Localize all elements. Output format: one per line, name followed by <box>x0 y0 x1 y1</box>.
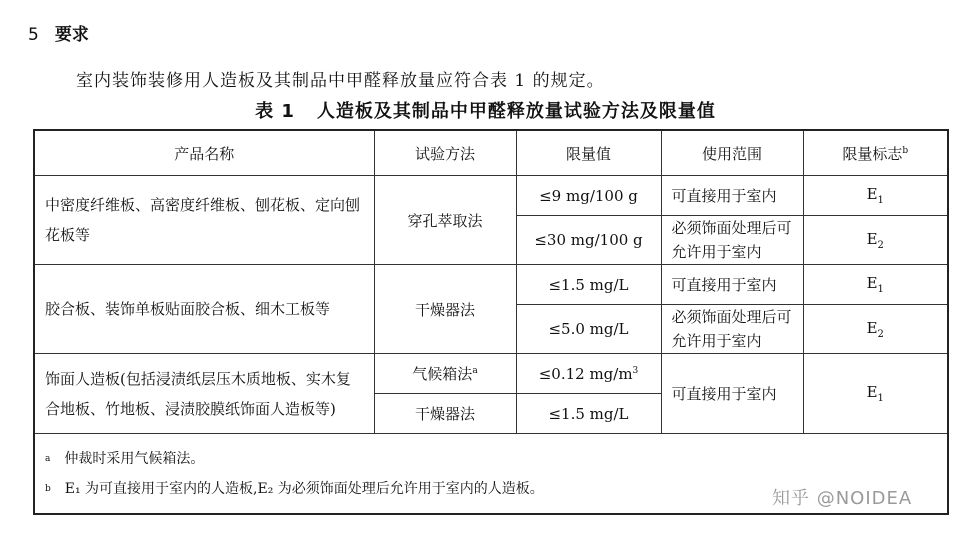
product-name-cell: 饰面人造板(包括浸渍纸层压木质地板、实木复合地板、竹地板、浸渍胶膜纸饰面人造板等) <box>34 354 374 434</box>
limit-cell: ≤1.5 mg/L <box>516 265 661 305</box>
method-cell <box>374 354 516 394</box>
label-cell <box>803 216 948 265</box>
label-letter: E <box>866 318 878 337</box>
product-name-cell: 中密度纤维板、高密度纤维板、刨花板、定向刨花板等 <box>34 176 374 265</box>
intro-paragraph: 室内装饰装修用人造板及其制品中甲醛释放量应符合表 1 的规定。 <box>76 71 605 91</box>
product-name-cell: 胶合板、装饰单板贴面胶合板、细木工板等 <box>34 265 374 354</box>
usage-cell: 可直接用于室内 <box>661 265 803 305</box>
section-heading <box>28 20 89 45</box>
section-title: 要求 <box>54 25 89 45</box>
limit-cell: ≤5.0 mg/L <box>516 305 661 354</box>
limit-cell <box>516 354 661 394</box>
label-subscript: 1 <box>877 393 884 404</box>
note-text: E₁ 为可直接用于室内的人造板,E₂ 为必须饰面处理后允许用于室内的人造板。 <box>64 480 544 497</box>
table-title: 人造板及其制品中甲醛释放量试验方法及限量值 <box>316 101 716 122</box>
col-header-product: 产品名称 <box>34 130 374 176</box>
limit-cell: ≤30 mg/100 g <box>516 216 661 265</box>
col-header-usage: 使用范围 <box>661 130 803 176</box>
note-mark: b <box>45 483 51 494</box>
usage-cell: 可直接用于室内 <box>661 354 803 434</box>
method-text: 气候箱法 <box>412 365 473 383</box>
limit-cell: ≤9 mg/100 g <box>516 176 661 216</box>
formaldehyde-limits-table <box>33 129 949 515</box>
watermark: 知乎 @NOIDEA <box>772 488 913 509</box>
col-header-limit: 限量值 <box>516 130 661 176</box>
section-number: 5 <box>28 25 39 45</box>
col-header-method: 试验方法 <box>374 130 516 176</box>
label-letter: E <box>866 383 878 401</box>
col-header-label-mark: b <box>902 145 909 156</box>
label-cell <box>803 176 948 216</box>
col-header-label <box>803 130 948 176</box>
label-cell <box>803 354 948 434</box>
table-row <box>34 265 948 305</box>
limit-text: ≤0.12 mg/m <box>538 364 633 383</box>
note-text: 仲裁时采用气候箱法。 <box>64 450 205 467</box>
note-mark: a <box>45 453 51 464</box>
usage-cell: 必须饰面处理后可允许用于室内 <box>661 216 803 265</box>
table-number: 表 1 <box>255 101 295 122</box>
label-cell <box>803 265 948 305</box>
label-subscript: 2 <box>877 239 884 251</box>
table-row <box>34 354 948 394</box>
note-item <box>45 444 937 474</box>
label-letter: E <box>866 274 878 292</box>
method-cell: 干燥器法 <box>374 265 516 354</box>
table-header-row <box>34 130 948 176</box>
limit-cell: ≤1.5 mg/L <box>516 394 661 434</box>
label-subscript: 2 <box>877 328 884 340</box>
label-subscript: 1 <box>877 195 884 206</box>
usage-cell: 必须饰面处理后可允许用于室内 <box>661 305 803 354</box>
method-mark: a <box>472 366 478 376</box>
method-cell: 穿孔萃取法 <box>374 176 516 265</box>
table-row <box>34 176 948 216</box>
label-subscript: 1 <box>877 284 884 295</box>
table-caption <box>0 97 971 123</box>
label-cell <box>803 305 948 354</box>
method-cell: 干燥器法 <box>374 394 516 434</box>
usage-cell: 可直接用于室内 <box>661 176 803 216</box>
limit-superscript: 3 <box>632 365 639 376</box>
label-letter: E <box>866 229 878 248</box>
col-header-label-text: 限量标志 <box>842 144 903 163</box>
label-letter: E <box>866 185 878 203</box>
